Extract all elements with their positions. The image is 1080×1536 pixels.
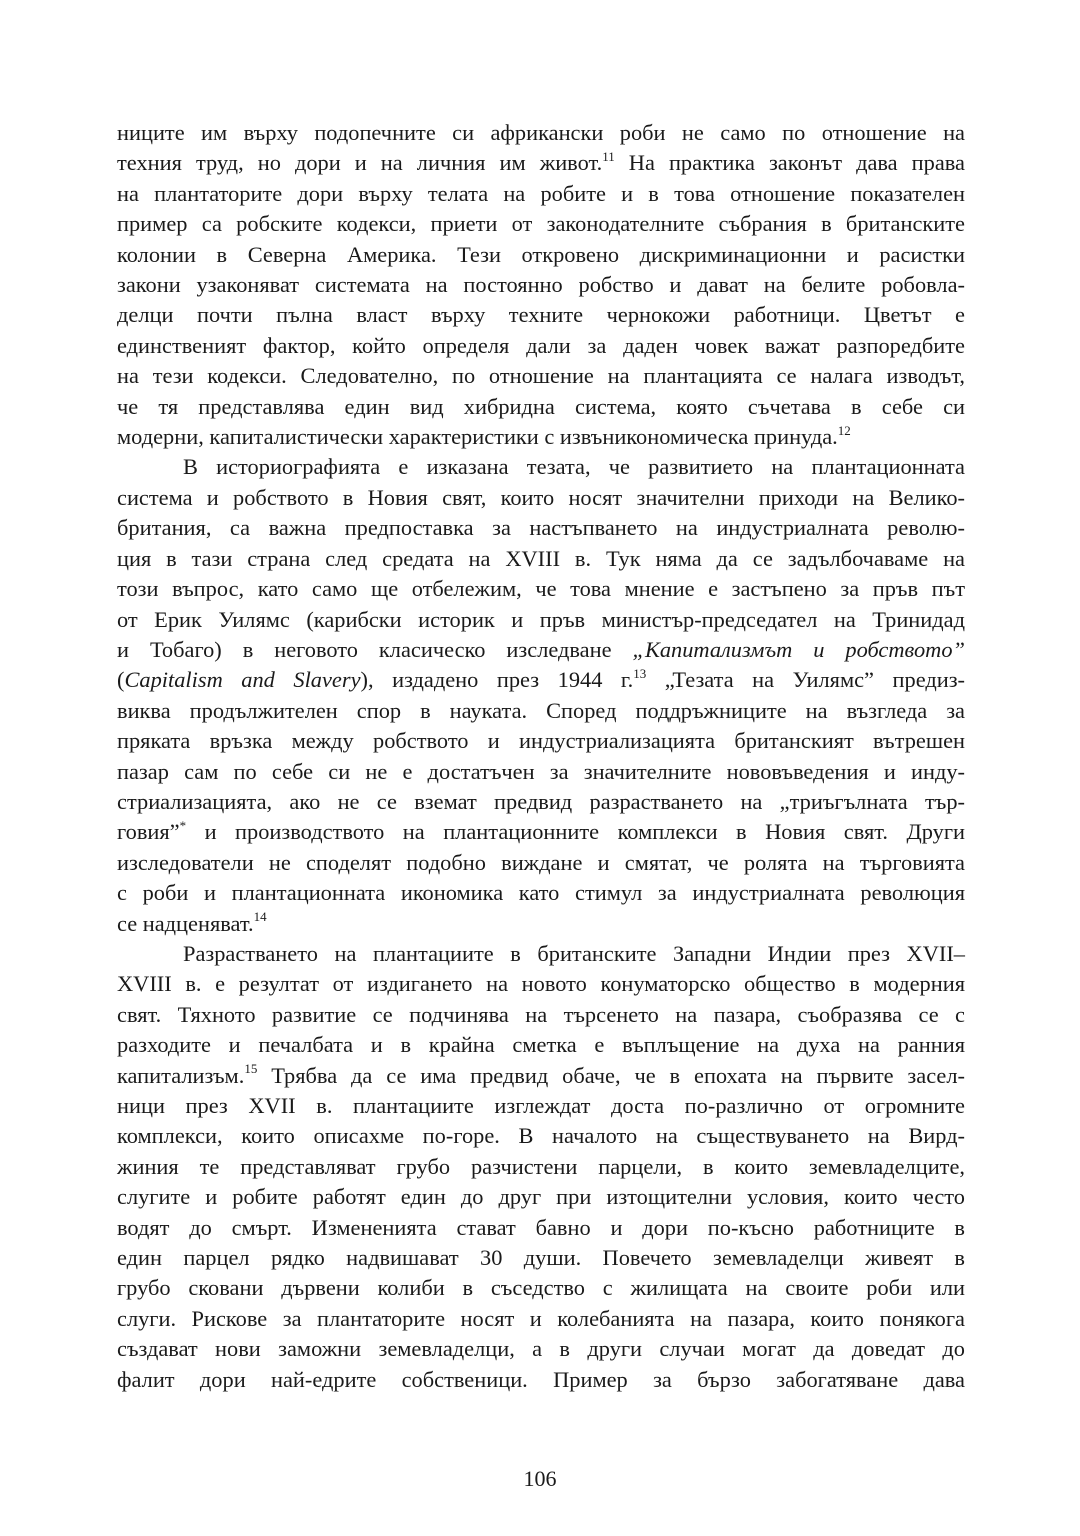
text-span: делци почти пълна власт върху техните чернокожи работници. Цветът е bbox=[117, 302, 965, 328]
text-span: Трябва да се има предвид обаче, че в епохата на първите засел- bbox=[257, 1062, 965, 1088]
page-number: 106 bbox=[523, 1466, 557, 1491]
text-span: разходите и печалбата и в крайна сметка е въплъщение на духа на ранния bbox=[117, 1032, 965, 1058]
text-line bbox=[117, 574, 965, 604]
text-line bbox=[117, 939, 965, 969]
text-line bbox=[117, 270, 965, 300]
text-span: британия, са важна предпоставка за настъпването на индустриалната револю- bbox=[117, 515, 965, 541]
text-line bbox=[117, 848, 965, 878]
text-span: ници през XVII в. плантациите изглеждат доста по-различно от огромните bbox=[117, 1093, 965, 1118]
text-line bbox=[117, 1091, 965, 1121]
text-line bbox=[117, 909, 965, 939]
text-span: колонии в Северна Америка. Тези откровено дискриминационни и расистки bbox=[117, 241, 965, 267]
text-span: с роби и плантационната икономика като стимул за индустриалната революция bbox=[117, 880, 965, 906]
text-line bbox=[117, 1152, 965, 1182]
text-span: изследователи не споделят подобно виждане и смятат, че ролята на търговията bbox=[117, 849, 965, 875]
text-line bbox=[117, 1030, 965, 1060]
text-span: пряката връзка между робството и индустриализацията британският вътрешен bbox=[117, 728, 965, 754]
text-line bbox=[117, 513, 965, 543]
text-span: на плантаторите дори върху телата на робите и в това отношение показателен bbox=[117, 180, 965, 206]
text-span: и производството на плантационните комплекси в Новия свят. Други bbox=[186, 819, 965, 845]
footnote-ref: 13 bbox=[633, 665, 647, 681]
page-body bbox=[117, 118, 965, 1395]
text-line bbox=[117, 452, 965, 482]
text-line bbox=[117, 544, 965, 574]
text-span: модерни, капиталистически характеристики с извъникономическа принуда. bbox=[117, 424, 838, 450]
text-line bbox=[117, 422, 965, 452]
text-line bbox=[117, 1182, 965, 1212]
text-span: слугите и робите работят един до друг при изтощителни условия, които често bbox=[117, 1184, 965, 1210]
text-line bbox=[117, 1213, 965, 1243]
text-line bbox=[117, 1121, 965, 1151]
footnote-ref: 11 bbox=[602, 148, 615, 164]
text-span: грубо сковани дървени колиби в съседство с жилищата на своите роби или bbox=[117, 1275, 965, 1301]
text-line bbox=[117, 1000, 965, 1030]
text-span: система и робството в Новия свят, които носят значителни приходи на Велико- bbox=[117, 484, 965, 510]
text-line bbox=[117, 483, 965, 513]
text-span: фалит дори най-едрите собственици. Пример за бързо забогатяване дава bbox=[117, 1366, 965, 1392]
text-line bbox=[117, 605, 965, 635]
text-span: ), издадено през 1944 г. bbox=[360, 667, 634, 693]
italic-text: Capitalism and Slavery bbox=[124, 667, 361, 693]
text-span: единственият фактор, който определя дали за даден човек важат разпоредбите bbox=[117, 332, 965, 358]
footnote-ref: 14 bbox=[253, 909, 267, 925]
text-line bbox=[117, 1334, 965, 1364]
text-line bbox=[117, 665, 965, 695]
text-line bbox=[117, 878, 965, 908]
text-span: виква продължителен спор в науката. Според поддръжниците на възгледа за bbox=[117, 697, 965, 723]
text-span: че тя представлява един вид хибридна система, която съчетава в себе си bbox=[117, 393, 965, 419]
text-line bbox=[117, 1243, 965, 1273]
text-span: техния труд, но дори и на личния им живот. bbox=[117, 150, 603, 176]
text-line bbox=[117, 300, 965, 330]
text-line bbox=[117, 118, 965, 148]
text-span: ниците им върху подопечните си африкански роби не само по отношение на bbox=[117, 120, 965, 145]
text-line bbox=[117, 696, 965, 726]
text-span: един парцел рядко надвишават 30 души. Повечето земевладелци живеят в bbox=[117, 1245, 965, 1271]
text-line bbox=[117, 787, 965, 817]
text-span: слуги. Рискове за плантаторите носят и колебанията на пазара, които понякога bbox=[117, 1305, 965, 1331]
paragraph-2 bbox=[117, 452, 965, 939]
text-span: В историографията е изказана тезата, че развитието на плантационната bbox=[183, 454, 965, 480]
text-span: капитализъм. bbox=[117, 1062, 245, 1088]
text-line bbox=[117, 757, 965, 787]
text-span: водят до смърт. Измененията стават бавно и дори по-късно работниците в bbox=[117, 1214, 965, 1240]
text-span: жиния те представляват грубо разчистени парцели, в които земевладелците, bbox=[117, 1153, 965, 1179]
text-line bbox=[117, 209, 965, 239]
text-span: пример са робските кодекси, приети от законодателните събрания в британските bbox=[117, 211, 965, 237]
text-line bbox=[117, 726, 965, 756]
text-line bbox=[117, 1273, 965, 1303]
text-span: се надценяват. bbox=[117, 910, 254, 936]
text-span: закони узаконяват системата на постоянно робство и дават на белите робовла- bbox=[117, 272, 965, 298]
text-span: стриализацията, ако не се вземат предвид разрастването на „триъгълната тър- bbox=[117, 788, 965, 814]
text-span: ( bbox=[117, 667, 125, 693]
text-span: на тези кодекси. Следователно, по отношение на плантацията се налага изводът, bbox=[117, 363, 965, 389]
text-span: На практика законът дава права bbox=[614, 150, 965, 176]
text-span: XVIII в. е резултат от издигането на новото конуматорско общество в модерния bbox=[117, 971, 965, 997]
italic-text: „Капитализмът и робството” bbox=[632, 636, 965, 662]
text-line bbox=[117, 1365, 965, 1395]
text-span: създават нови заможни земевладелци, а в други случаи могат да доведат до bbox=[117, 1336, 965, 1362]
text-span: Разрастването на плантациите в британските Западни Индии през XVII– bbox=[183, 940, 965, 966]
footnote-ref: * bbox=[179, 817, 187, 833]
text-span: и Тобаго) в неговото класическо изследване bbox=[117, 636, 633, 662]
text-span: говия” bbox=[117, 819, 180, 845]
text-line bbox=[117, 148, 965, 178]
text-span: свят. Тяхното развитие се подчинява на търсенето на пазара, съобразява се с bbox=[117, 1001, 965, 1027]
text-line bbox=[117, 1061, 965, 1091]
text-line bbox=[117, 179, 965, 209]
text-span: комплекси, които описахме по-горе. В началото на съществуването на Вирд- bbox=[117, 1123, 965, 1149]
text-span: от Ерик Уилямс (карибски историк и пръв министър-председател на Тринидад bbox=[117, 606, 965, 632]
text-line bbox=[117, 331, 965, 361]
text-span: ция в тази страна след средата на XVIII в. Тук няма да се задълбочаваме на bbox=[117, 545, 965, 571]
text-span: този въпрос, като само ще отбележим, че това мнение е застъпено за пръв път bbox=[117, 576, 965, 602]
footnote-ref: 12 bbox=[837, 422, 851, 438]
text-line bbox=[117, 392, 965, 422]
text-line bbox=[117, 817, 965, 847]
text-line bbox=[117, 361, 965, 391]
paragraph-1 bbox=[117, 118, 965, 452]
text-line bbox=[117, 635, 965, 665]
paragraph-3 bbox=[117, 939, 965, 1395]
text-span: „Тезата на Уилямс” предиз- bbox=[646, 667, 966, 693]
footnote-ref: 15 bbox=[244, 1061, 258, 1077]
text-line bbox=[117, 240, 965, 270]
text-line bbox=[117, 969, 965, 999]
text-line bbox=[117, 1304, 965, 1334]
text-span: пазар сам по себе си не е достатъчен за значителните нововъведения и инду- bbox=[117, 758, 965, 784]
